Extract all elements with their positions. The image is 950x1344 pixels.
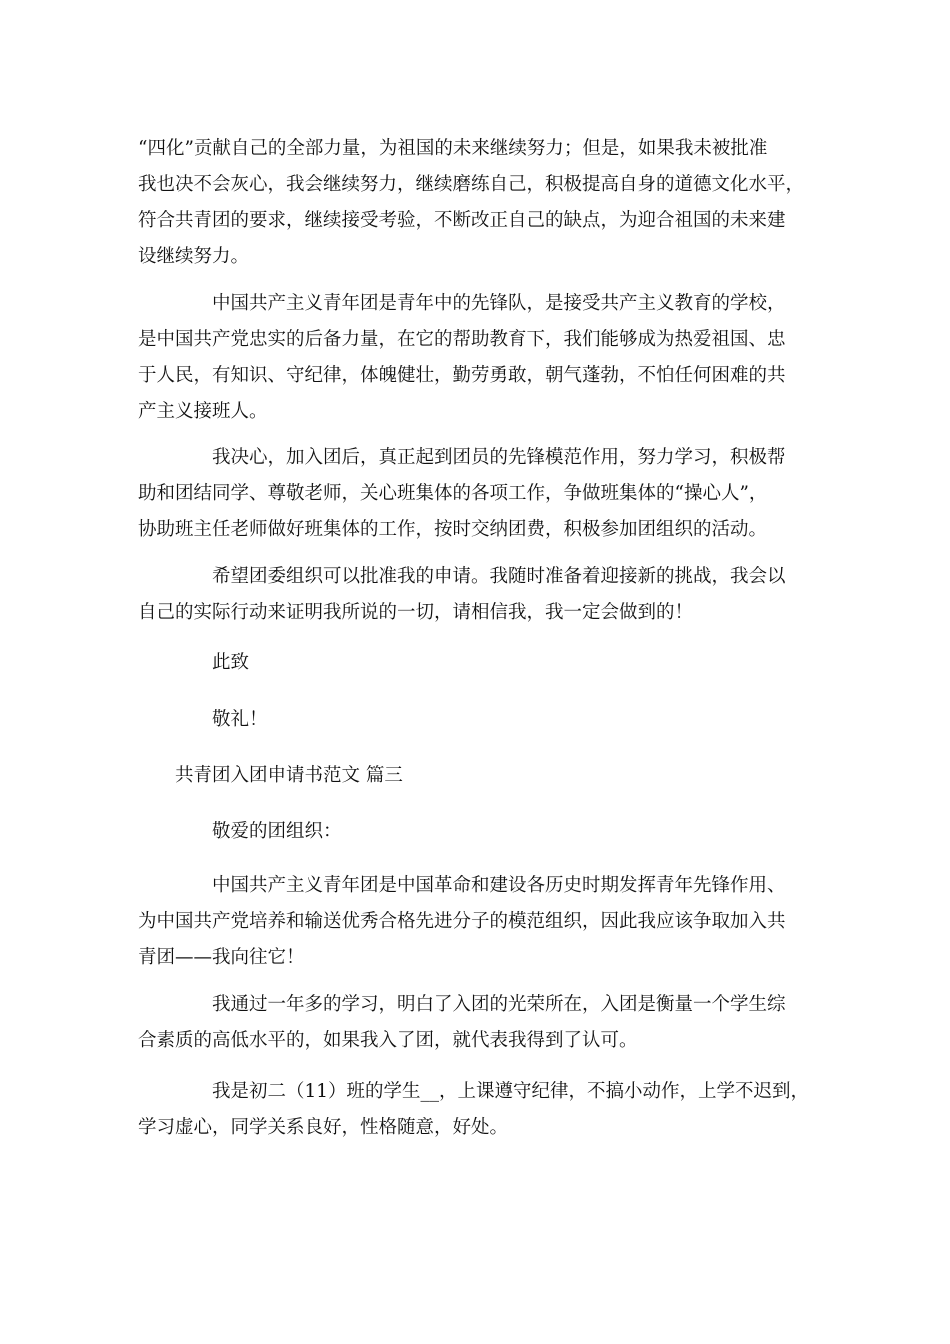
closing-salute: 敬礼！ bbox=[212, 709, 268, 730]
section-title: 共青团入团申请书范文 篇三 bbox=[175, 765, 403, 786]
paragraph-line: 合素质的高低水平的，如果我入了团，就代表我得到了认可。 bbox=[138, 1030, 638, 1051]
paragraph-line: 学习虚心，同学关系良好，性格随意，好处。 bbox=[138, 1117, 509, 1138]
paragraph-line: 希望团委组织可以批准我的申请。我随时准备着迎接新的挑战，我会以 bbox=[212, 566, 786, 587]
paragraph-line: 符合共青团的要求，继续接受考验，不断改正自己的缺点，为迎合祖国的未来建 bbox=[138, 210, 786, 231]
paragraph-7 bbox=[138, 1074, 828, 1146]
paragraph-line: 产主义接班人。 bbox=[138, 401, 268, 422]
paragraph-line: 协助班主任老师做好班集体的工作，按时交纳团费，积极参加团组织的活动。 bbox=[138, 519, 768, 540]
closing-greeting: 此致 bbox=[212, 652, 250, 673]
paragraph-5 bbox=[138, 868, 828, 976]
paragraph-6 bbox=[138, 987, 828, 1059]
paragraph-line: 自己的实际行动来证明我所说的一切，请相信我，我一定会做到的！ bbox=[138, 602, 694, 623]
paragraph-line: 我是初二（11）班的学生__，上课遵守纪律，不搞小动作，上学不迟到， bbox=[212, 1081, 810, 1102]
paragraph-line: 设继续努力。 bbox=[138, 246, 250, 267]
paragraph-line: 青团——我向往它！ bbox=[138, 947, 305, 968]
paragraph-line: “四化”贡献自己的全部力量，为祖国的未来继续努力；但是，如果我未被批准 bbox=[138, 138, 768, 159]
salutation: 敬爱的团组织： bbox=[212, 821, 342, 842]
paragraph-line: 我决心，加入团后，真正起到团员的先锋模范作用，努力学习，积极帮 bbox=[212, 447, 786, 468]
paragraph-line: 是中国共产党忠实的后备力量，在它的帮助教育下，我们能够成为热爱祖国、忠 bbox=[138, 329, 786, 350]
paragraph-line: 我通过一年多的学习，明白了入团的光荣所在，入团是衡量一个学生综 bbox=[212, 994, 786, 1015]
paragraph-line: 助和团结同学、尊敬老师，关心班集体的各项工作，争做班集体的“操心人”， bbox=[138, 483, 768, 504]
paragraph-line: 我也决不会灰心，我会继续努力，继续磨练自己，积极提高自身的道德文化水平， bbox=[138, 174, 805, 195]
paragraph-line: 中国共产主义青年团是中国革命和建设各历史时期发挥青年先锋作用、 bbox=[212, 875, 786, 896]
paragraph-4 bbox=[138, 559, 828, 631]
paragraph-line: 为中国共产党培养和输送优秀合格先进分子的模范组织，因此我应该争取加入共 bbox=[138, 911, 786, 932]
paragraph-line: 于人民，有知识、守纪律，体魄健壮，勤劳勇敢，朝气蓬勃，不怕任何困难的共 bbox=[138, 365, 786, 386]
paragraph-2 bbox=[138, 286, 828, 430]
paragraph-line: 中国共产主义青年团是青年中的先锋队，是接受共产主义教育的学校， bbox=[212, 293, 786, 314]
paragraph-3 bbox=[138, 440, 828, 548]
paragraph-1 bbox=[138, 131, 828, 275]
